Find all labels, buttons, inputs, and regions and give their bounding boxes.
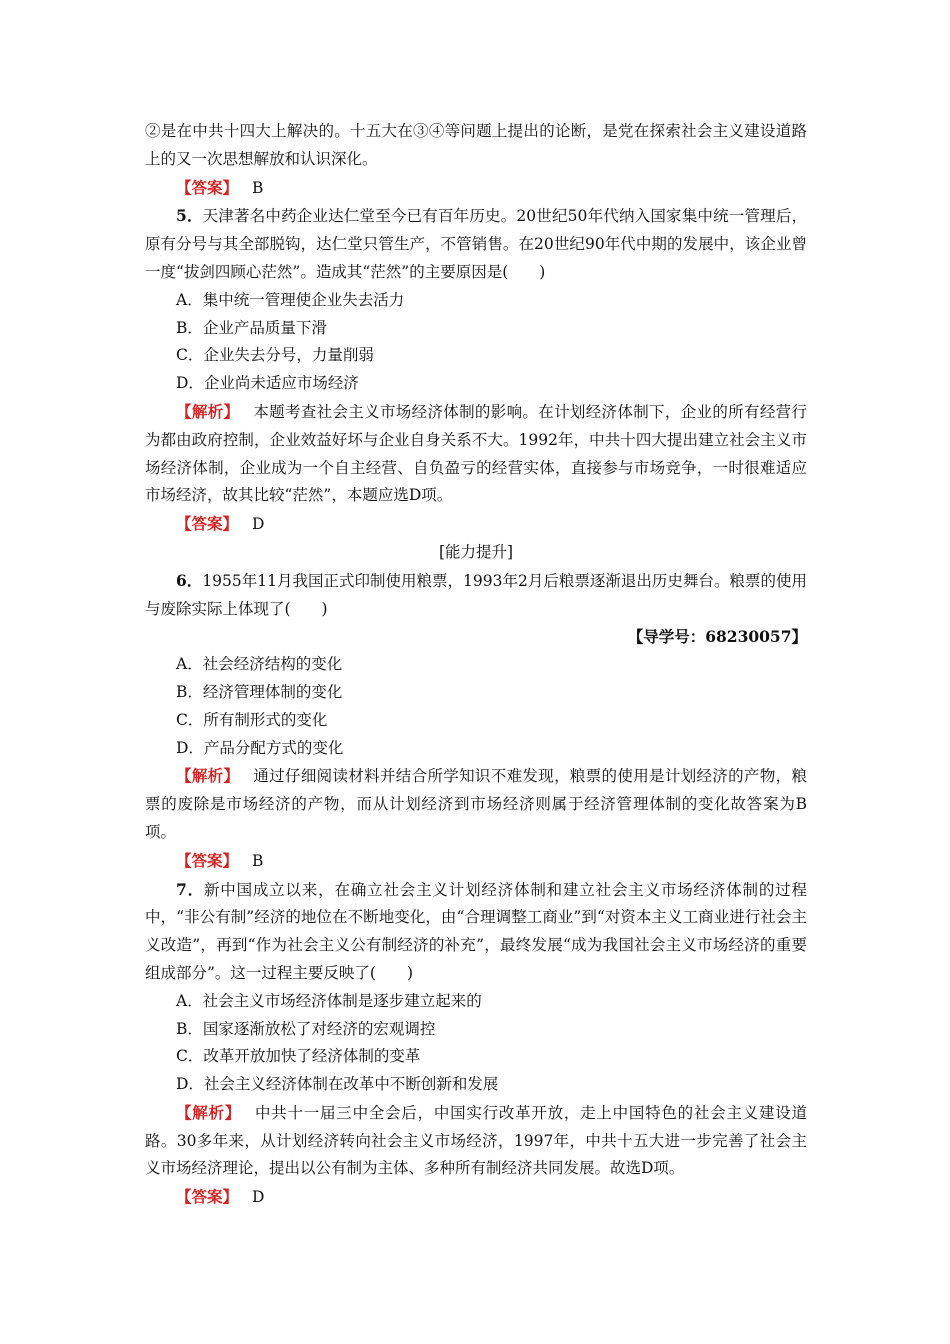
q7-option-d: D．社会主义经济体制在改革中不断创新和发展: [176, 1075, 499, 1094]
question-text: 1955年11月我国正式印制使用粮票，1993年2月后粮票逐渐退出历史舞台。粮票的使用与废除实际上体现了( ): [145, 571, 807, 618]
answer-value: D: [252, 1188, 265, 1207]
answer-label: 【答案】: [176, 514, 239, 534]
answer-value: D: [252, 515, 265, 534]
q6-option-b: B．经济管理体制的变化: [176, 682, 343, 701]
document-page: [145, 118, 807, 1212]
analysis-text: 本题考查社会主义市场经济体制的影响。在计划经济体制下，企业的所有经营行为都由政府控制，企业效益好坏与企业自身关系不大。1992年，中共十四大提出建立社会主义市场经济体制，企业成为一个自主经营、自负盈亏的经营实体，直接参与市场竞争，一时很难适应市场经济，故其比较“茫然”，本题应选D项。: [145, 402, 807, 505]
q7-option-c: C．改革开放加快了经济体制的变革: [176, 1047, 421, 1066]
q6-option-c: C．所有制形式的变化: [176, 710, 328, 729]
q5-option-a: A．集中统一管理使企业失去活力: [176, 290, 405, 309]
question-number: 5．: [176, 206, 203, 226]
q7-option-b: B．国家逐渐放松了对经济的宏观调控: [176, 1019, 436, 1038]
q5-answer: [145, 510, 807, 539]
analysis-text: 中共十一届三中全会后，中国实行改革开放，走上中国特色的社会主义建设道路。30多年来，从计划经济转向社会主义市场经济，1997年，中共十五大进一步完善了社会主义市场经济理论，提出以公有制为主体、多种所有制经济共同发展。故选D项。: [145, 1103, 807, 1178]
q6-option-d: D．产品分配方式的变化: [176, 738, 344, 757]
q7-analysis: [145, 1099, 807, 1183]
answer-label: 【答案】: [176, 1187, 239, 1207]
q6-answer: [145, 847, 807, 876]
q5-option-c: C．企业失去分号，力量削弱: [176, 346, 374, 365]
answer-value: B: [252, 178, 264, 197]
guide-number: 【导学号：68230057】: [627, 627, 807, 647]
question-number: 6．: [176, 570, 203, 590]
q4-answer: [145, 174, 807, 203]
answer-label: 【答案】: [176, 850, 239, 870]
analysis-label: 【解析】: [176, 1102, 242, 1122]
q5-stem: [145, 202, 807, 286]
analysis-label: 【解析】: [176, 401, 240, 421]
q7-answer: [145, 1183, 807, 1212]
analysis-text: 通过仔细阅读材料并结合所学知识不难发现，粮票的使用是计划经济的产物，粮票的废除是市场经济的产物，而从计划经济到市场经济则属于经济管理体制的变化故答案为B项。: [145, 767, 807, 841]
q6-option-a: A．社会经济结构的变化: [176, 655, 343, 674]
question-text: 天津著名中药企业达仁堂至今已有百年历史。20世纪50年代纳入国家集中统一管理后，原有分号与其全部脱钩，达仁堂只管生产，不管销售。在20世纪90年代中期的发展中，该企业曾一度“拔剑四顾心茫然”。造成其“茫然”的主要原因是( ): [145, 207, 807, 281]
q5-option-d: D．企业尚未适应市场经济: [176, 374, 359, 393]
section-title: [能力提升]: [438, 542, 514, 561]
q7-stem: [145, 876, 807, 988]
q6-analysis: [145, 762, 807, 846]
answer-value: B: [252, 851, 264, 870]
q6-stem: [145, 567, 807, 624]
analysis-label: 【解析】: [176, 766, 240, 786]
question-text: 新中国成立以来，在确立社会主义计划经济体制和建立社会主义市场经济体制的过程中，“非公有制”经济的地位在不断地变化，由“合理调整工商业”到“对资本主义工商业进行社会主义改造”，再到“作为社会主义公有制经济的补充”，最终发展“成为我国社会主义市场经济的重要组成部分”。这一过程主要反映了( ): [145, 880, 807, 982]
q5-analysis: [145, 398, 807, 510]
q5-option-b: B．企业产品质量下滑: [176, 318, 327, 337]
answer-label: 【答案】: [176, 177, 239, 197]
question-number: 7．: [176, 879, 204, 899]
q7-option-a: A．社会主义市场经济体制是逐步建立起来的: [176, 991, 482, 1010]
q4-analysis-continuation: ②是在中共十四大上解决的。十五大在③④等问题上提出的论断，是党在探索社会主义建设道路上的又一次思想解放和认识深化。: [145, 122, 807, 168]
